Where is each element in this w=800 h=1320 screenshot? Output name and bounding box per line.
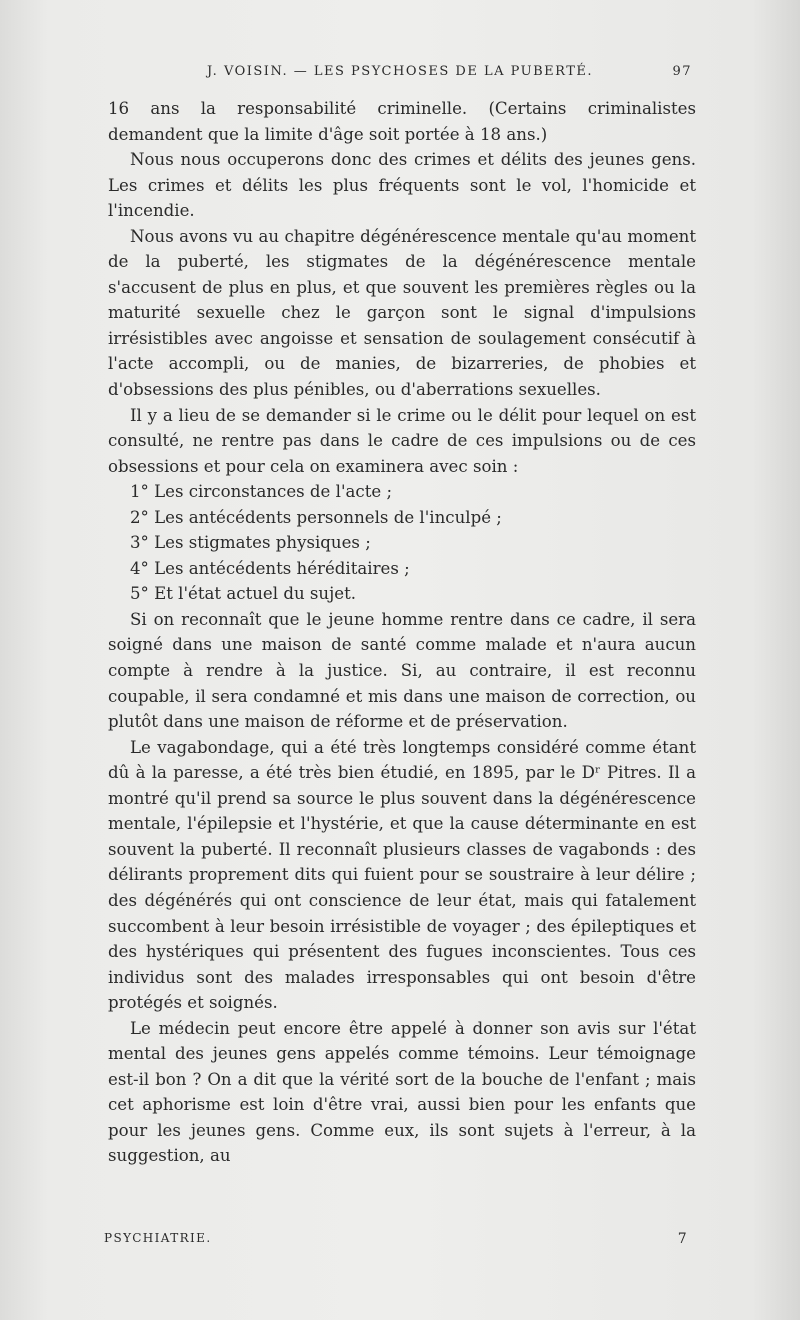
paragraph: Le vagabondage, qui a été très longtemps considéré comme étant dû à la paresse, a été très bien étudié, en 1895, par le Dʳ Pitres. Il a montré qu'il prend sa source le plus souvent dans la dégénérescence mentale, l'épilepsie et l'hystérie, et que la cause déterminante en est souvent la puberté. Il reconnaît plusieurs classes de vagabonds : des délirants proprement dits qui fuient pour se soustraire à leur délire ; des dégénérés qui ont conscience de leur état, mais qui fatalement succombent à leur besoin irrésistible de voyager ; des épileptiques et des hystériques qui présentent des fugues inconscientes. Tous ces individus sont des malades irresponsables qui ont besoin d'être protégés et soignés. (108, 737, 696, 1013)
paragraph: Le médecin peut encore être appelé à donner son avis sur l'état mental des jeunes gens appelés comme témoins. Leur témoignage est-il bon ? On a dit que la vérité sort de la bouche de l'enfant ; mais cet aphorisme est loin d'être vrai, aussi bien pour les enfants que pour les jeunes gens. Comme eux, ils sont sujets à l'erreur, à la suggestion, au (108, 1018, 696, 1166)
signature-mark: PSYCHIATRIE. (104, 1231, 212, 1245)
list-item: 3° Les stigmates physiques ; (130, 533, 371, 553)
running-header (0, 64, 800, 88)
signature-number: 7 (677, 1231, 688, 1247)
paragraph: Nous nous occuperons donc des crimes et délits des jeunes gens. Les crimes et délits les plus fréquents sont le vol, l'homicide et l'incendie. (108, 150, 696, 221)
page-body (108, 96, 696, 1169)
list-item: 5° Et l'état actuel du sujet. (130, 584, 357, 604)
paragraph: Si on reconnaît que le jeune homme rentre dans ce cadre, il sera soigné dans une maison de santé comme malade et n'aura aucun compte à rendre à la justice. Si, au contraire, il est reconnu coupable, il sera condamné et mis dans une maison de correction, ou plutôt dans une maison de réforme et de préservation. (108, 609, 696, 732)
page-footer (104, 1231, 688, 1253)
list-item: 1° Les circonstances de l'acte ; (130, 482, 393, 502)
list-item: 4° Les antécédents héréditaires ; (130, 558, 410, 578)
running-title: J. VOISIN. — LES PSYCHOSES DE LA PUBERTÉ. (206, 64, 593, 79)
paragraph-continued: 16 ans la responsabilité criminelle. (Certains criminalistes demandent que la limite d'âge soit portée à 18 ans.) (108, 99, 696, 144)
paragraph: Il y a lieu de se demander si le crime ou le délit pour lequel on est consulté, ne rentre pas dans le cadre de ces impulsions ou de ces obsessions et pour cela on examinera avec soin : (108, 405, 696, 476)
paragraph: Nous avons vu au chapitre dégénérescence mentale qu'au moment de la puberté, les stigmates de la dégénérescence mentale s'accusent de plus en plus, et que souvent les premières règles ou la maturité sexuelle chez le garçon sont le signal d'impulsions irrésistibles avec angoisse et sensation de soulagement consécutif à l'acte accompli, ou de manies, de bizarreries, de phobies et d'obsessions des plus pénibles, ou d'aberrations sexuelles. (108, 226, 696, 400)
page-number: 97 (672, 64, 692, 79)
list-item: 2° Les antécédents personnels de l'inculpé ; (130, 507, 502, 527)
